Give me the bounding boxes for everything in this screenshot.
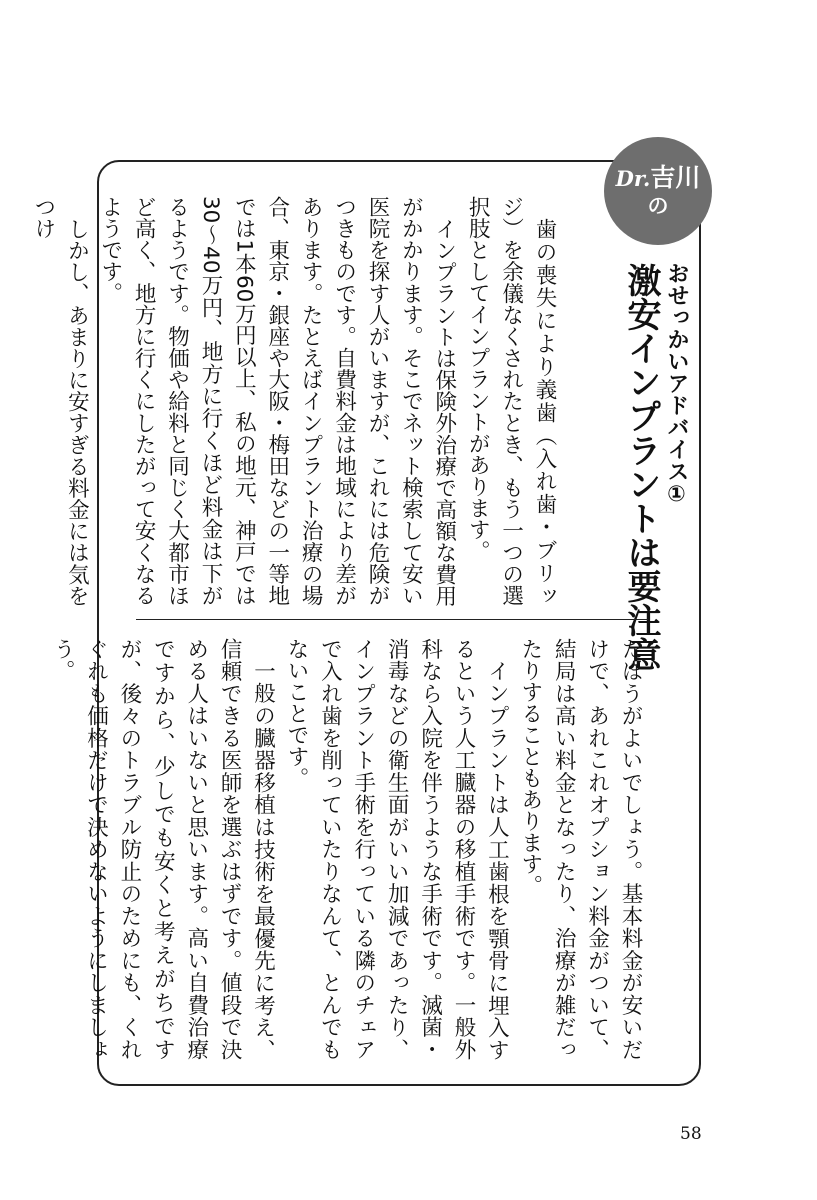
author-badge xyxy=(604,137,712,245)
body-text-lower xyxy=(50,638,647,1060)
column-subtitle: おせっかいアドバイス① xyxy=(664,262,689,507)
paragraph: 歯の喪失により義歯（入れ歯・ブリッジ）を余儀なくされたとき、もう一つの選択肢としてインプラントがあります。 xyxy=(465,196,557,606)
paragraph: たほうがよいでしょう。基本料金が安いだけで、あれこれオプション料金がついて、結局は高い料金となったり、治療が雑だったりすることもあります。 xyxy=(517,638,643,1060)
badge-title xyxy=(616,164,701,193)
badge-name: 吉川 xyxy=(650,162,701,192)
paragraph: インプラントは人工歯根を顎骨に埋入するという人工臓器の移植手術です。一般外科なら入院を伴うような手術です。滅菌・消毒などの衛生面がいい加減であったり、インプラント手術を行っている隣のチェアで入れ歯を削っていたりなんて、とんでもないことです。 xyxy=(283,638,510,1060)
paragraph: インプラントは保険外治療で高額な費用がかかります。そこでネット検索して安い医院を探す人がいますが、これには危険がつきものです。自費料金は地域により差があります。たとえばインプラント治療の場合、東京・銀座や大阪・梅田などの一等地では1本60万円以上、私の地元、神戸では30〜40万円、地方に行くほど料金は下がるようです。物価や給料と同じく大都市ほど高く、地方に行くにしたがって安くなるようです。 xyxy=(97,196,457,606)
paragraph: しかし、あまりに安すぎる料金には気をつけ xyxy=(30,196,90,606)
badge-dr: Dr. xyxy=(615,165,651,191)
badge-particle: の xyxy=(647,193,669,218)
body-text-upper xyxy=(30,196,561,606)
column-headline: 激安インプラントは要注意 xyxy=(621,263,661,671)
section-divider xyxy=(136,619,648,620)
paragraph: 一般の臓器移植は技術を最優先に考え、信頼できる医師を選ぶはずです。値段で決める人はいないと思います。高い自費治療ですから、少しでも安くと考えがちですが、後々のトラブル防止のためにも、くれぐれも価格だけで決めないようにしましょう。 xyxy=(50,638,276,1060)
page-number: 58 xyxy=(680,1124,702,1144)
